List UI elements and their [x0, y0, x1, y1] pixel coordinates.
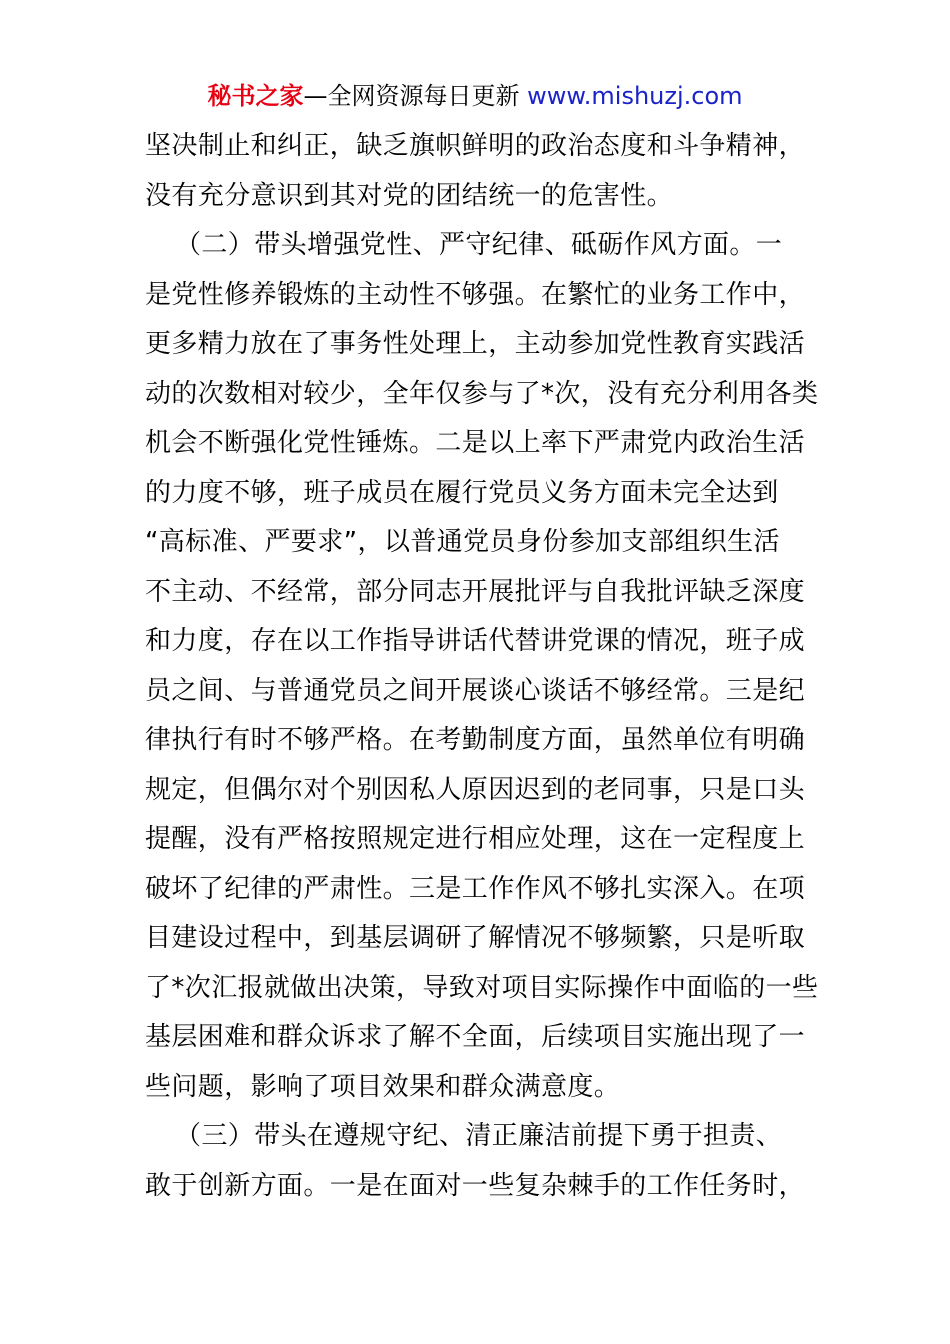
text-line: 了*次汇报就做出决策，导致对项目实际操作中面临的一些 [145, 972, 819, 1003]
site-tagline: —全网资源每日更新 [303, 82, 528, 110]
text-line: 是党性修养锻炼的主动性不够强。在繁忙的业务工作中， [145, 279, 806, 310]
section-heading-line: （三）带头在遵规守纪、清正廉洁前提下勇于担责、 [175, 1121, 783, 1151]
text-line: 更多精力放在了事务性处理上，主动参加党性教育实践活 [145, 329, 806, 359]
text-line: 和力度，存在以工作指导讲话代替讲党课的情况，班子成 [145, 626, 806, 656]
section-heading-line: （二）带头增强党性、严守纪律、砥砺作风方面。一 [175, 230, 783, 260]
text-line: 律执行有时不够严格。在考勤制度方面，虽然单位有明确 [145, 725, 806, 755]
text-line: “高标准、严要求”，以普通党员身份参加支部组织生活 [145, 527, 780, 557]
text-line: 员之间、与普通党员之间开展谈心谈话不够经常。三是纪 [145, 675, 806, 706]
text-line: 的力度不够，班子成员在履行党员义务方面未完全达到 [145, 477, 779, 508]
site-brand: 秘书之家 [207, 82, 304, 110]
text-line: 提醒，没有严格按照规定进行相应处理，这在一定程度上 [145, 824, 806, 854]
text-line: 敢于创新方面。一是在面对一些复杂棘手的工作任务时， [145, 1170, 806, 1201]
text-line: 些问题，影响了项目效果和群众满意度。 [145, 1071, 621, 1102]
text-line: 规定，但偶尔对个别因私人原因迟到的老同事，只是口头 [145, 774, 806, 805]
text-line: 坚决制止和纠正，缺乏旗帜鲜明的政治态度和斗争精神， [145, 131, 806, 161]
text-line: 动的次数相对较少，全年仅参与了*次，没有充分利用各类 [145, 378, 819, 409]
document-body [145, 122, 819, 1211]
text-line: 机会不断强化党性锤炼。二是以上率下严肃党内政治生活 [145, 428, 806, 458]
site-url[interactable]: www.mishuzj.com [527, 82, 743, 110]
text-line: 基层困难和群众诉求了解不全面，后续项目实施出现了一 [145, 1022, 806, 1052]
text-line: 不主动、不经常，部分同志开展批评与自我批评缺乏深度 [145, 576, 806, 607]
text-line: 目建设过程中，到基层调研了解情况不够频繁，只是听取 [145, 923, 806, 953]
site-header [0, 78, 950, 114]
text-line: 破坏了纪律的严肃性。三是工作作风不够扎实深入。在项 [145, 873, 806, 904]
text-line: 没有充分意识到其对党的团结统一的危害性。 [145, 180, 674, 211]
